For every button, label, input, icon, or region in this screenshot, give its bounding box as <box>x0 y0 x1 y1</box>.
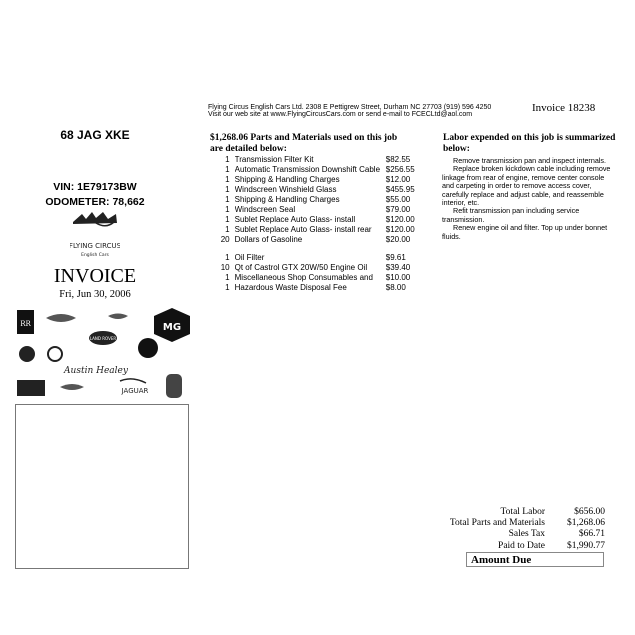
part-qty: 1 <box>225 215 230 224</box>
odometer: ODOMETER: 78,662 <box>45 196 145 208</box>
total-parts-row <box>430 518 608 529</box>
part-description: Sublet Replace Auto Glass- install rear <box>234 225 372 234</box>
part-row <box>210 263 425 273</box>
part-price: $82.55 <box>385 155 411 164</box>
part-price: $120.00 <box>385 215 415 224</box>
logo-text: FLYING CIRCUS <box>70 242 120 250</box>
part-qty: 1 <box>225 175 230 184</box>
sales-tax-label: Sales Tax <box>508 529 545 540</box>
totals-block <box>430 507 608 552</box>
part-price: $9.61 <box>385 253 406 262</box>
invoice-number: Invoice 18238 <box>532 102 596 114</box>
jaguar-leaper-icon <box>120 379 146 383</box>
part-row <box>210 165 425 175</box>
round-badge-icon <box>48 347 62 361</box>
labor-description <box>442 157 617 241</box>
part-price: $55.00 <box>385 195 411 204</box>
austin-healey-text: Austin Healey <box>64 366 128 376</box>
labor-paragraph: Replace broken kickdown cable including remove linkage from rear of engine, remove center console and carpeting in order to remove access cover, carefully replace and adjust cable, and reassemble interior, etc. <box>442 164 611 208</box>
part-row <box>210 205 425 215</box>
parts-list <box>210 155 425 293</box>
part-row <box>210 253 425 263</box>
part-qty: 1 <box>225 155 230 164</box>
crest-badge-icon <box>166 374 182 398</box>
part-qty: 1 <box>225 283 230 292</box>
part-description: Automatic Transmission Downshift Cable <box>234 165 381 174</box>
flying-circus-logo-art <box>70 208 120 266</box>
triumph-badge-icon <box>138 338 158 358</box>
winged-badge-2-icon <box>60 384 84 390</box>
shop-web-email: Visit our web site at www.FlyingCircusCars.com or send e-mail to FCECLtd@aol.com <box>208 111 473 118</box>
part-qty: 10 <box>220 263 230 272</box>
part-description: Shipping & Handling Charges <box>234 175 340 184</box>
parts-heading: $1,268.06 Parts and Materials used on this job are detailed below: <box>210 133 398 154</box>
bentley-badge-icon <box>108 314 128 320</box>
part-qty: 1 <box>225 195 230 204</box>
vin: VIN: 1E79173BW <box>53 181 137 193</box>
part-row <box>210 185 425 195</box>
part-row <box>210 235 425 245</box>
winged-badge-icon <box>46 314 76 322</box>
part-price: $12.00 <box>385 175 411 184</box>
total-labor-row <box>430 507 608 518</box>
part-qty: 1 <box>225 165 230 174</box>
part-description: Oil Filter <box>234 253 265 262</box>
notes-box <box>15 404 189 569</box>
labor-heading: Labor expended on this job is summarized below: <box>443 133 616 154</box>
paid-to-date-value: $1,990.77 <box>567 540 605 551</box>
part-description: Dollars of Gasoline <box>234 235 303 244</box>
part-qty: 20 <box>220 235 230 244</box>
mg-text: MG <box>162 322 182 333</box>
land-rover-text: LAND ROVER <box>89 336 117 341</box>
shop-address: Flying Circus English Cars Ltd. 2308 E Pettigrew Street, Durham NC 27703 (919) 596 4250 <box>208 104 492 111</box>
part-price: $120.00 <box>385 225 415 234</box>
flying-circus-logo <box>70 208 120 266</box>
rolls-royce-text: RR <box>20 320 31 328</box>
part-row <box>210 273 425 283</box>
part-qty: 1 <box>225 253 230 262</box>
part-description: Windscreen Seal <box>234 205 296 214</box>
part-price: $79.00 <box>385 205 411 214</box>
part-description: Miscellaneous Shop Consumables and <box>234 273 373 282</box>
part-description: Hazardous Waste Disposal Fee <box>234 283 347 292</box>
part-row <box>210 175 425 185</box>
part-qty: 1 <box>225 185 230 194</box>
car-model: 68 JAG XKE <box>60 128 130 142</box>
amount-due-label: Amount Due <box>466 552 604 567</box>
total-labor-label: Total Labor <box>500 507 545 517</box>
paid-to-date-row <box>430 541 608 552</box>
total-parts-value: $1,268.06 <box>567 518 605 529</box>
invoice-date: Fri, Jun 30, 2006 <box>59 289 131 300</box>
part-description: Qt of Castrol GTX 20W/50 Engine Oil <box>234 263 368 272</box>
parts-group-gap <box>210 245 425 253</box>
part-description: Sublet Replace Auto Glass- install <box>234 215 356 224</box>
part-price: $10.00 <box>385 273 411 282</box>
paid-to-date-label: Paid to Date <box>498 540 545 551</box>
sales-tax-row <box>430 529 608 540</box>
shield-badge-icon <box>19 346 35 362</box>
part-row <box>210 215 425 225</box>
part-row <box>210 155 425 165</box>
marque-badges <box>14 308 194 404</box>
part-price: $256.55 <box>385 165 415 174</box>
part-price: $20.00 <box>385 235 411 244</box>
labor-paragraph: Remove transmission pan and inspect internals. <box>453 156 607 165</box>
part-price: $455.95 <box>385 185 415 194</box>
invoice-title: INVOICE <box>53 265 137 287</box>
part-description: Shipping & Handling Charges <box>234 195 340 204</box>
part-row <box>210 225 425 235</box>
part-qty: 1 <box>225 225 230 234</box>
logo-subtext: English Cars <box>81 253 109 258</box>
part-price: $39.40 <box>385 263 411 272</box>
jaguar-text: JAGUAR <box>121 387 149 395</box>
labor-paragraph: Refit transmission pan including service transmission. <box>442 206 580 224</box>
part-row <box>210 195 425 205</box>
total-parts-label: Total Parts and Materials <box>449 518 545 529</box>
part-row <box>210 283 425 293</box>
labor-paragraph: Renew engine oil and filter. Top up under bonnet fluids. <box>442 223 608 241</box>
sales-tax-value: $66.71 <box>578 529 605 540</box>
marque-badges-art <box>14 308 194 404</box>
part-description: Windscreen Winshield Glass <box>234 185 337 194</box>
lotus-badge-icon <box>17 380 45 396</box>
part-qty: 1 <box>225 205 230 214</box>
part-description: Transmission Filter Kit <box>234 155 314 164</box>
part-price: $8.00 <box>385 283 406 292</box>
part-qty: 1 <box>225 273 230 282</box>
total-labor-value: $656.00 <box>574 507 605 517</box>
